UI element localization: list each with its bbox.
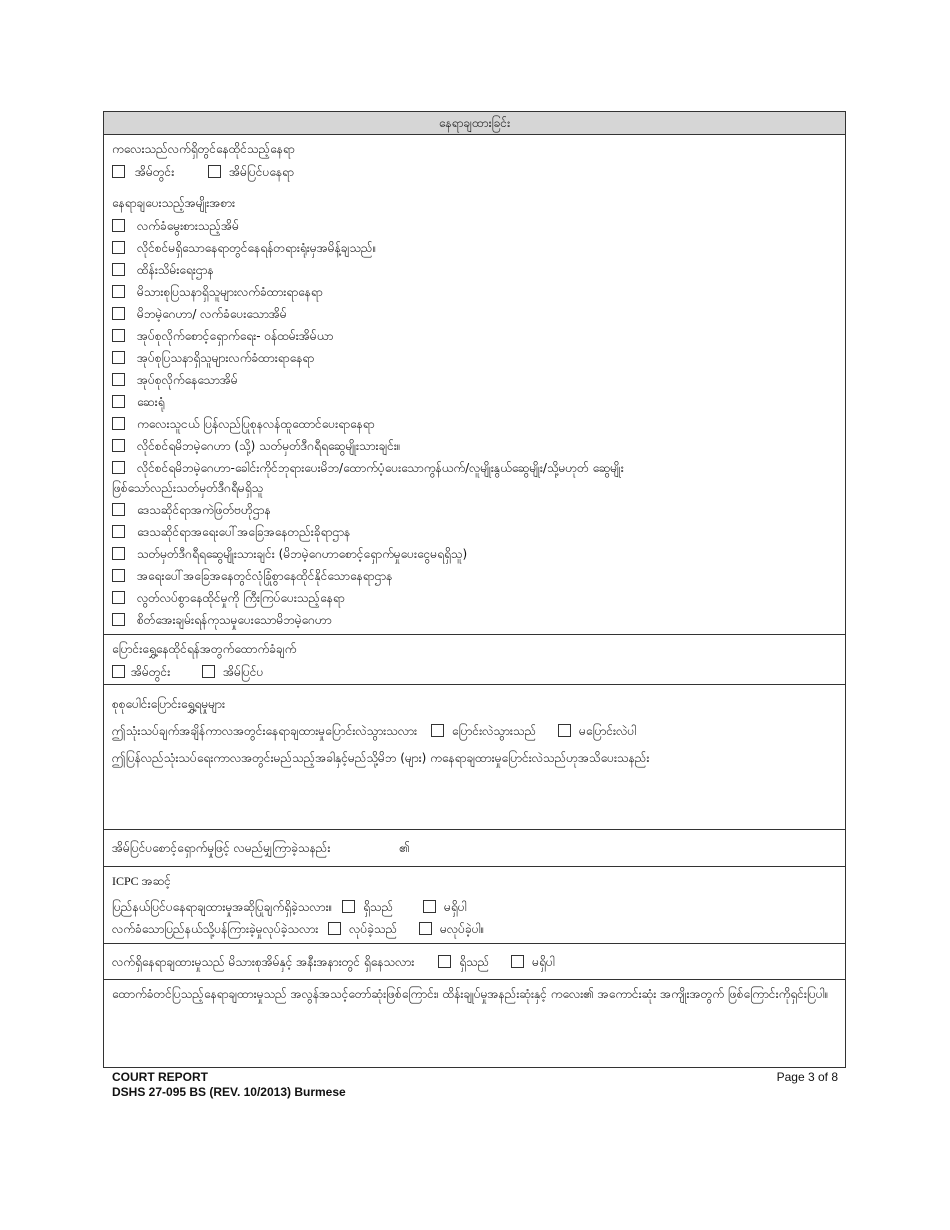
placement-type-row bbox=[112, 434, 837, 456]
placement-type-checkbox[interactable] bbox=[112, 525, 125, 538]
placement-type-list-2 bbox=[112, 498, 837, 630]
section-header: နေရာချထားခြင်း bbox=[104, 112, 845, 135]
proximity-no-checkbox[interactable] bbox=[511, 955, 524, 968]
request-made-question: လက်ခံသောပြည်နယ်သို့ပန်ကြားခဲ့မှုလုပ်ခဲ့သလား bbox=[112, 921, 319, 936]
form-id: DSHS 27-095 BS (REV. 10/2013) Burmese bbox=[112, 1085, 346, 1099]
placement-type-row bbox=[112, 324, 837, 346]
placement-type-checkbox[interactable] bbox=[112, 263, 125, 276]
oos-yes-label: ရှိသည် bbox=[363, 899, 394, 914]
icpc-section bbox=[104, 867, 845, 944]
placement-type-checkbox[interactable] bbox=[112, 547, 125, 560]
placement-type-label: မိဘမဲ့ဂေဟာ/ လက်ခံပေးသောအိမ် bbox=[137, 306, 287, 321]
placement-type-label: ဆေးရုံ bbox=[137, 394, 165, 409]
page-number: Page 3 of 8 bbox=[776, 1070, 838, 1084]
placement-type-checkbox[interactable] bbox=[112, 569, 125, 582]
oos-yes-checkbox[interactable] bbox=[342, 900, 355, 913]
out-of-home-label: အိမ်ပြင်ပနေရာ bbox=[229, 164, 294, 179]
changed-yes-label: ပြောင်းလဲသွားသည် bbox=[451, 723, 537, 738]
placement-type-checkbox[interactable] bbox=[112, 373, 125, 386]
rec-out-of-home-checkbox[interactable] bbox=[202, 665, 215, 678]
placement-type-row bbox=[112, 258, 837, 280]
placement-type-row bbox=[112, 412, 837, 434]
placement-type-checkbox[interactable] bbox=[112, 329, 125, 342]
placement-type-label: ကလေးသူငယ် ပြန်လည်ပြုစုနလန်ထူထောင်ပေးရာနေရာ bbox=[137, 416, 375, 431]
placement-type-row bbox=[112, 214, 837, 236]
rec-out-of-home-label: အိမ်ပြင်ပ bbox=[223, 664, 264, 679]
placement-type-label: လိုင်စင်မရှိသောနေရာတွင်နေရန်တရားရုံးမှအမိန့်ချသည်။ bbox=[137, 240, 377, 255]
placement-type-label: စိတ်အေးချမ်းရန်ကုသမှုပေးသောမိဘမဲ့ဂေဟာ bbox=[137, 612, 332, 627]
request-yes-label: လုပ်ခဲ့သည် bbox=[349, 921, 398, 936]
placement-type-label: လက်ခံမွေးစားသည့်အိမ် bbox=[137, 218, 239, 233]
months-suffix: ၏ bbox=[399, 840, 410, 855]
rec-in-home-label: အိမ်တွင်း bbox=[131, 664, 171, 679]
placement-type-label: လိုင်စင်ရမိဘမဲ့ဂေဟာ (သို့) သတ်မှတ်ဒီဂရီရဆွေမျိုးသားချင်း။ bbox=[137, 438, 401, 453]
placement-type-checkbox[interactable] bbox=[112, 503, 125, 516]
proximity-yes-label: ရှိသည် bbox=[459, 954, 490, 969]
request-yes-checkbox[interactable] bbox=[328, 922, 341, 935]
placement-type-label: အုပ်စုလိုက်နေသောအိမ် bbox=[137, 372, 238, 387]
oos-no-label: မရှိပါ bbox=[444, 899, 467, 914]
proximity-no-label: မရှိပါ bbox=[532, 954, 555, 969]
footer-left bbox=[112, 1070, 346, 1100]
placement-type-label: အုပ်စုလိုက်စောင့်ရှောက်ရေး- ဝန်ထမ်းအိမ်ယာ bbox=[137, 328, 334, 343]
placement-type-row bbox=[112, 368, 837, 390]
placement-type-list bbox=[112, 214, 837, 478]
total-moves-label: စုစုပေါင်းပြောင်းရွှေ့ရမှုများ bbox=[112, 697, 226, 711]
placement-type-checkbox[interactable] bbox=[112, 439, 125, 452]
placement-type-row bbox=[112, 586, 837, 608]
placement-type-checkbox[interactable] bbox=[112, 307, 125, 320]
placement-type-label: နေရာချပေးသည့်အမျိုးအစား bbox=[112, 196, 236, 210]
oos-no-checkbox[interactable] bbox=[423, 900, 436, 913]
placement-type-row bbox=[112, 542, 837, 564]
months-out-of-home-label: အိမ်ပြင်ပစောင့်ရှောက်မှုဖြင့် လမည်မျှကြာခဲ့သနည်း bbox=[112, 840, 331, 855]
placement-type-row bbox=[112, 280, 837, 302]
placement-type-row bbox=[112, 302, 837, 324]
placement-type-label: မိသားစုပြသနာရှိသူများလက်ခံထားရာနေရာ bbox=[137, 284, 323, 299]
placement-type-row bbox=[112, 236, 837, 258]
placement-type-checkbox[interactable] bbox=[112, 241, 125, 254]
explanation-section bbox=[104, 980, 845, 1067]
rec-in-home-checkbox[interactable] bbox=[112, 665, 125, 678]
placement-type-row bbox=[112, 346, 837, 368]
placement-type-row bbox=[112, 390, 837, 412]
placement-type-checkbox[interactable] bbox=[112, 417, 125, 430]
placement-type-checkbox[interactable] bbox=[112, 219, 125, 232]
placement-type-label: လွတ်လပ်စွာနေထိုင်မှုကို ကြီးကြပ်ပေးသည့်နေရာ bbox=[137, 590, 345, 605]
placement-type-row bbox=[112, 456, 837, 478]
placement-type-row bbox=[112, 498, 837, 520]
placement-type-label: အရေးပေါ်အခြေအနေတွင်လုံခြုံစွာနေထိုင်နိုင်သောနေရာဌာန bbox=[137, 568, 393, 583]
recommendation-label: ပြောင်းရွှေ့နေထိုင်ရန်အတွက်ထောက်ခံချက် bbox=[112, 642, 297, 656]
proximity-question: လက်ရှိနေရာချထားမှုသည် မိသားစုအိမ်နှင့် အနီးအနားတွင် ရှိနေသလား bbox=[112, 954, 415, 969]
parent-notified-question: ဤပြန်လည်သုံးသပ်ရေးကာလအတွင်းမည်သည့်အခါနှင့်မည်သို့မိဘ (များ) ကနေရာချထားမှုပြောင်းလဲသည်ဟုအသိပေးသနည်း bbox=[112, 751, 650, 765]
proximity-yes-checkbox[interactable] bbox=[438, 955, 451, 968]
placement-type-checkbox[interactable] bbox=[112, 351, 125, 364]
in-home-label: အိမ်တွင်း bbox=[135, 164, 175, 179]
placement-changed-question: ဤသုံးသပ်ချက်အချိန်ကာလအတွင်းနေရာချထားမှုပြောင်းလဲသွားသလား bbox=[112, 723, 418, 738]
placement-type-label: အုပ်စုပြသနာရှိသူများလက်ခံထားရာနေရာ bbox=[137, 350, 315, 365]
placement-form bbox=[103, 111, 846, 1068]
placement-type-label: ဒေသဆိုင်ရာအရေးပေါ်အခြေအနေတည်းခိုရာဌာန bbox=[137, 524, 351, 539]
changed-no-checkbox[interactable] bbox=[558, 724, 571, 737]
placement-type-label: ထိန်းသိမ်းရေးဌာန bbox=[137, 262, 214, 277]
explanation-prompt: ထောက်ခံတင်ပြသည့်နေရာချထားမှုသည် အလွန်အသင့်တော်ဆုံးဖြစ်ကြောင်း၊ ထိန်းချုပ်မှုအနည်းဆုံးနှင့် ကလေး၏ အကောင်းဆုံး အကျိုးအတွက် ဖြစ်ကြောင်းကိုရှင်းပြပါ။ bbox=[112, 987, 829, 1001]
placement-type-continuation: ဖြစ်သော်လည်းသတ်မှတ်ဒီဂရီမရှိသူ bbox=[112, 481, 264, 495]
placement-type-row bbox=[112, 520, 837, 542]
changed-yes-checkbox[interactable] bbox=[431, 724, 444, 737]
icpc-title: ICPC အဆင့် bbox=[112, 874, 171, 888]
placement-type-row bbox=[112, 564, 837, 586]
placement-type-label: လိုင်စင်ရမိဘမဲ့ဂေဟာ-ခေါင်းကိုင်ဘုရားပေးမိဘ/ထောက်ပံ့ပေးသောကွန်ယက်/လူမျိုးနွယ်ဆွေမျိုး/သို့မဟုတ် ဆွေမျိုး bbox=[137, 460, 624, 475]
in-home-checkbox[interactable] bbox=[112, 165, 125, 178]
current-placement-section bbox=[104, 135, 845, 635]
placement-type-checkbox[interactable] bbox=[112, 285, 125, 298]
request-no-label: မလုပ်ခဲ့ပါ။ bbox=[440, 921, 485, 936]
placement-type-checkbox[interactable] bbox=[112, 613, 125, 626]
request-no-checkbox[interactable] bbox=[419, 922, 432, 935]
out-of-state-question: ပြည်နယ်ပြင်ပနေရာချထားမှုအဆိုပြုချက်ရှိခဲ့သလား။ bbox=[112, 899, 333, 914]
report-title: COURT REPORT bbox=[112, 1070, 208, 1084]
changed-no-label: မပြောင်းလဲပါ bbox=[579, 723, 637, 738]
months-out-of-home-section bbox=[104, 830, 845, 867]
proximity-section bbox=[104, 944, 845, 980]
recommendation-section bbox=[104, 635, 845, 685]
out-of-home-checkbox[interactable] bbox=[208, 165, 221, 178]
placement-type-checkbox[interactable] bbox=[112, 395, 125, 408]
current-location-question: ကလေးသည်လက်ရှိတွင်နေထိုင်သည့်နေရာ bbox=[112, 142, 295, 156]
placement-type-label: ဒေသဆိုင်ရာအကဲဖြတ်ဗဟိုဌာန bbox=[137, 502, 271, 517]
placement-type-label: သတ်မှတ်ဒီဂရီရဆွေမျိုးသားချင်း (မိဘမဲ့ဂေဟာစောင့်ရှောက်မှုပေးငွေမရရှိသူ) bbox=[137, 546, 468, 561]
placement-type-checkbox[interactable] bbox=[112, 461, 125, 474]
placement-type-checkbox[interactable] bbox=[112, 591, 125, 604]
placement-type-row bbox=[112, 608, 837, 630]
total-moves-section bbox=[104, 685, 845, 830]
